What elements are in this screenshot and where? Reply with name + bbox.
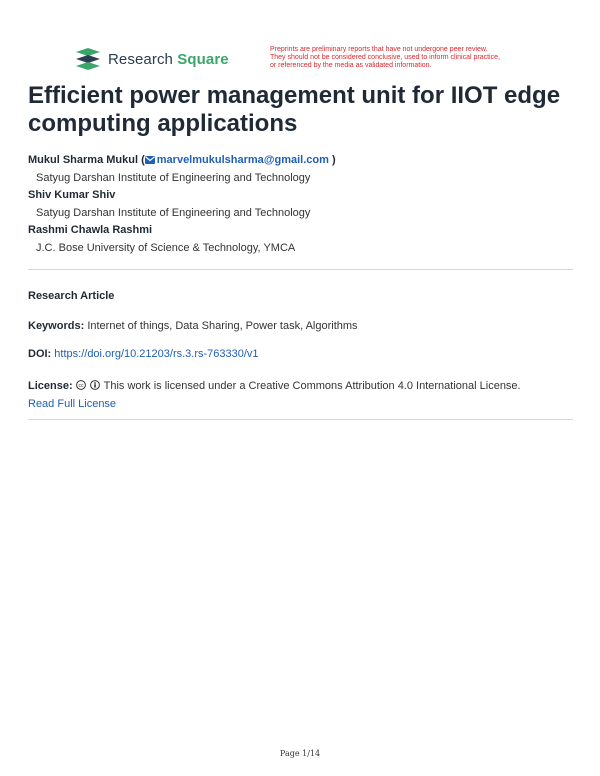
paper-title: Efficient power management unit for IIOT edge computing applications <box>28 82 561 137</box>
author-affiliation: J.C. Bose University of Science & Technology, YMCA <box>36 242 296 254</box>
author-email-link[interactable]: marvelmukulsharma@gmail.com <box>145 154 329 166</box>
page-number: Page 1/14 <box>279 749 321 758</box>
research-square-logo-icon <box>74 48 102 70</box>
keywords-line <box>28 320 573 332</box>
disclaimer-line: Preprints are preliminary reports that have not undergone peer review. <box>270 46 488 53</box>
research-square-logo[interactable] <box>74 48 229 70</box>
license-line <box>28 377 573 413</box>
doi-label: DOI: <box>28 348 52 360</box>
preprint-disclaimer <box>270 46 540 70</box>
author-name: Rashmi Chawla Rashmi <box>28 224 153 236</box>
author-affiliation: Satyug Darshan Institute of Engineering and Technology <box>36 172 311 184</box>
section-divider <box>28 419 573 420</box>
read-full-license-link[interactable]: Read Full License <box>28 398 117 410</box>
envelope-icon <box>145 156 155 164</box>
creative-commons-icon <box>76 380 86 390</box>
attribution-icon <box>90 380 100 390</box>
logo-wordmark: Research Square <box>108 50 229 68</box>
author-name: Mukul Sharma Mukul ( marvelmukulsharma@gmail.com ) <box>28 154 336 166</box>
license-text: This work is licensed under a Creative Commons Attribution 4.0 International License. <box>103 380 521 392</box>
author-list <box>28 152 573 257</box>
author-name: Shiv Kumar Shiv <box>28 189 116 201</box>
disclaimer-line: They should not be considered conclusive, used to inform clinical practice, <box>270 54 500 61</box>
disclaimer-line: or referenced by the media as validated information. <box>270 62 432 69</box>
doi-line <box>28 348 573 360</box>
author-affiliation: Satyug Darshan Institute of Engineering and Technology <box>36 207 311 219</box>
keywords-value: Internet of things, Data Sharing, Power task, Algorithms <box>87 320 358 332</box>
svg-text:cc: cc <box>78 383 84 389</box>
section-divider <box>28 269 573 270</box>
license-label: License: <box>28 380 73 392</box>
article-type: Research Article <box>28 290 115 302</box>
page-header <box>0 0 600 80</box>
keywords-label: Keywords: <box>28 320 85 332</box>
doi-link[interactable]: https://doi.org/10.21203/rs.3.rs-763330/v1 <box>54 348 259 360</box>
